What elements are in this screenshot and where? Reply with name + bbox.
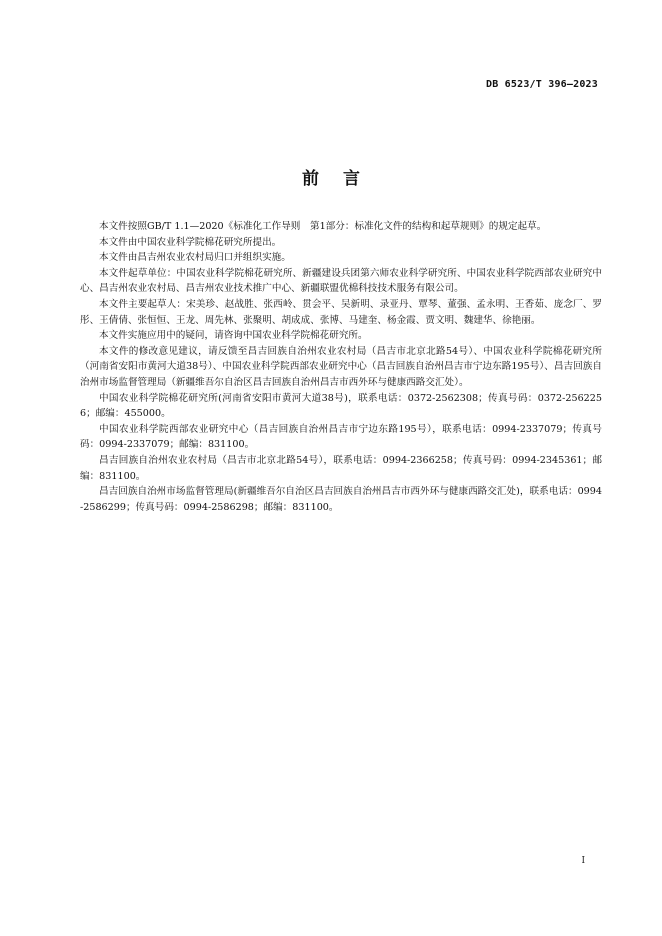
paragraph-administrator: 本文件由昌吉州农业农村局归口并组织实施。 (99, 252, 291, 264)
paragraph-proposer: 本文件由中国农业科学院棉花研究所提出。 (99, 236, 282, 248)
standard-code: DB 6523/T 396—2023 (486, 79, 598, 90)
paragraph-contact-market-supervision: 昌吉回族自治州市场监督管理局(新疆维吾尔自治区昌吉回族自治州昌吉市西外环与健康西路交汇处)，联系电话：0994-2586299；传真号码：0994-2586298；邮编：831100。 (80, 486, 602, 513)
foreword-body (80, 219, 602, 515)
paragraph-drafting-units: 本文件起草单位：中国农业科学院棉花研究所、新疆建设兵团第六师农业科学研究所、中国农业科学院西部农业研究中心、昌吉州农业农村局、昌吉州农业技术推广中心、新疆联盟优棉科技技术服务有限公司。 (80, 267, 602, 295)
page-title: 前言 (302, 169, 384, 189)
paragraph-main-drafters: 本文件主要起草人：宋美珍、赵战胜、张西岭、贯会平、吴新明、录亚丹、覃琴、董强、孟永明、王香茹、庞念厂、罗彤、王倩倩、张恒恒、王龙、周先林、张聚明、胡成成、张博、马建奎、杨金霞、贾文明、魏建华、徐艳丽。 (80, 298, 602, 326)
paragraph-feedback: 本文件的修改意见建议，请反馈至昌吉回族自治州农业农村局（昌吉市北京北路54号）、中国农业科学院棉花研究所（河南省安阳市黄河大道38号）、中国农业科学院西部农业研究中心（昌吉回族自治州昌吉市宁边东路195号）、昌吉回族自治州市场监督管理局（新疆维吾尔自治区昌吉回族自治州昌吉市西外环与健康西路交汇处）。 (80, 345, 602, 388)
paragraph-contact-agriculture-bureau: 昌吉回族自治州农业农村局（昌吉市北京北路54号），联系电话：0994-2366258；传真号码：0994-2345361；邮编：831100。 (80, 454, 602, 482)
page-number: I (581, 856, 585, 866)
paragraph-inquiries: 本文件实施应用中的疑问，请咨询中国农业科学院棉花研究所。 (99, 330, 368, 342)
paragraph-drafting-rules: 本文件按照GB/T 1.1—2020《标准化工作导则 第1部分：标准化文件的结构和起草规则》的规定起草。 (99, 221, 547, 232)
paragraph-contact-western-center: 中国农业科学院西部农业研究中心（昌吉回族自治州昌吉市宁边东路195号），联系电话：0994-2337079；传真号码：0994-2337079；邮编：831100。 (80, 423, 602, 451)
paragraph-contact-cotton-institute: 中国农业科学院棉花研究所(河南省安阳市黄河大道38号)，联系电话：0372-2562308；传真号码：0372-2562256；邮编：455000。 (80, 392, 602, 420)
